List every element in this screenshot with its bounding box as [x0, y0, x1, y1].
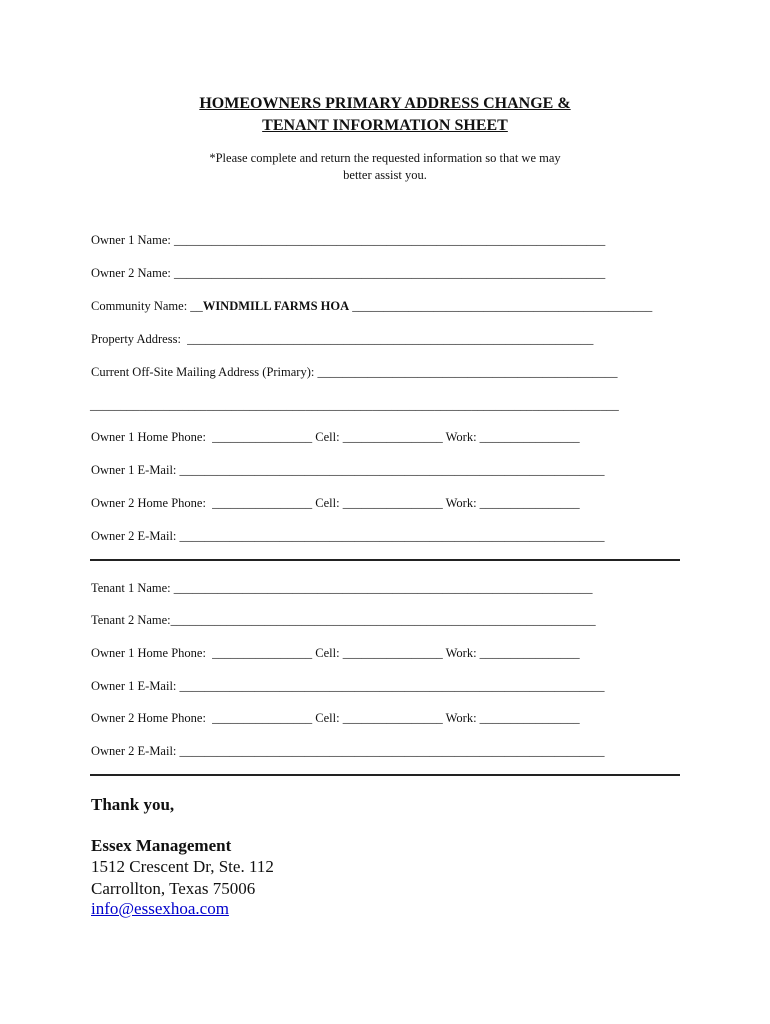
tenant-owner1-email-field[interactable]: Owner 1 E-Mail: ____________________________________________________________________ [91, 679, 605, 693]
owner1-email-field[interactable]: Owner 1 E-Mail: ____________________________________________________________________ [91, 463, 605, 477]
community-name-value: WINDMILL FARMS HOA [202, 299, 350, 313]
tenant1-name-field[interactable]: Tenant 1 Name: ___________________________________________________________________ [91, 581, 593, 595]
form-title-line1: HOMEOWNERS PRIMARY ADDRESS CHANGE & [199, 95, 571, 112]
owner1-name-field[interactable]: Owner 1 Name: _____________________________________________________________________ [91, 233, 606, 247]
community-name-prefix: Community Name: __ [91, 299, 203, 313]
instructions-line2: better assist you. [343, 168, 427, 182]
owner2-email-field[interactable]: Owner 2 E-Mail: ____________________________________________________________________ [91, 529, 605, 543]
owner2-name-field[interactable]: Owner 2 Name: _____________________________________________________________________ [91, 266, 606, 280]
tenant-owner1-phone-field[interactable]: Owner 1 Home Phone: ________________ Cell: ________________ Work: ________________ [91, 646, 580, 660]
mailing-address-line2-field[interactable]: ______________________________________________________________________________________ [90, 398, 619, 412]
tenant-owner2-email-field[interactable]: Owner 2 E-Mail: ____________________________________________________________________ [91, 744, 605, 758]
closing-thanks: Thank you, [91, 795, 175, 814]
company-email-link[interactable]: info@essexhoa.com [91, 899, 229, 918]
form-title-line2: TENANT INFORMATION SHEET [262, 117, 508, 134]
community-name-field[interactable] [91, 298, 652, 314]
section-divider-bottom [90, 774, 680, 776]
property-address-field[interactable]: Property Address: _________________________________________________________________ [91, 332, 594, 346]
community-name-suffix: ________________________________________________ [349, 299, 653, 313]
owner2-phone-field[interactable]: Owner 2 Home Phone: ________________ Cell: ________________ Work: ________________ [91, 496, 580, 510]
owner1-phone-field[interactable]: Owner 1 Home Phone: ________________ Cell: ________________ Work: ________________ [91, 430, 580, 444]
tenant-owner2-phone-field[interactable]: Owner 2 Home Phone: ________________ Cell: ________________ Work: ________________ [91, 711, 580, 725]
company-address-line2: Carrollton, Texas 75006 [91, 879, 256, 898]
instructions-line1: *Please complete and return the requested information so that we may [209, 151, 561, 165]
form-title [0, 93, 770, 137]
company-name: Essex Management [91, 836, 232, 855]
company-address-line1: 1512 Crescent Dr, Ste. 112 [91, 857, 274, 876]
tenant2-name-field[interactable]: Tenant 2 Name:____________________________________________________________________ [91, 613, 596, 627]
section-divider [90, 559, 680, 561]
instructions [170, 150, 600, 184]
mailing-address-field[interactable]: Current Off-Site Mailing Address (Primary): ________________________________________________ [91, 365, 618, 379]
